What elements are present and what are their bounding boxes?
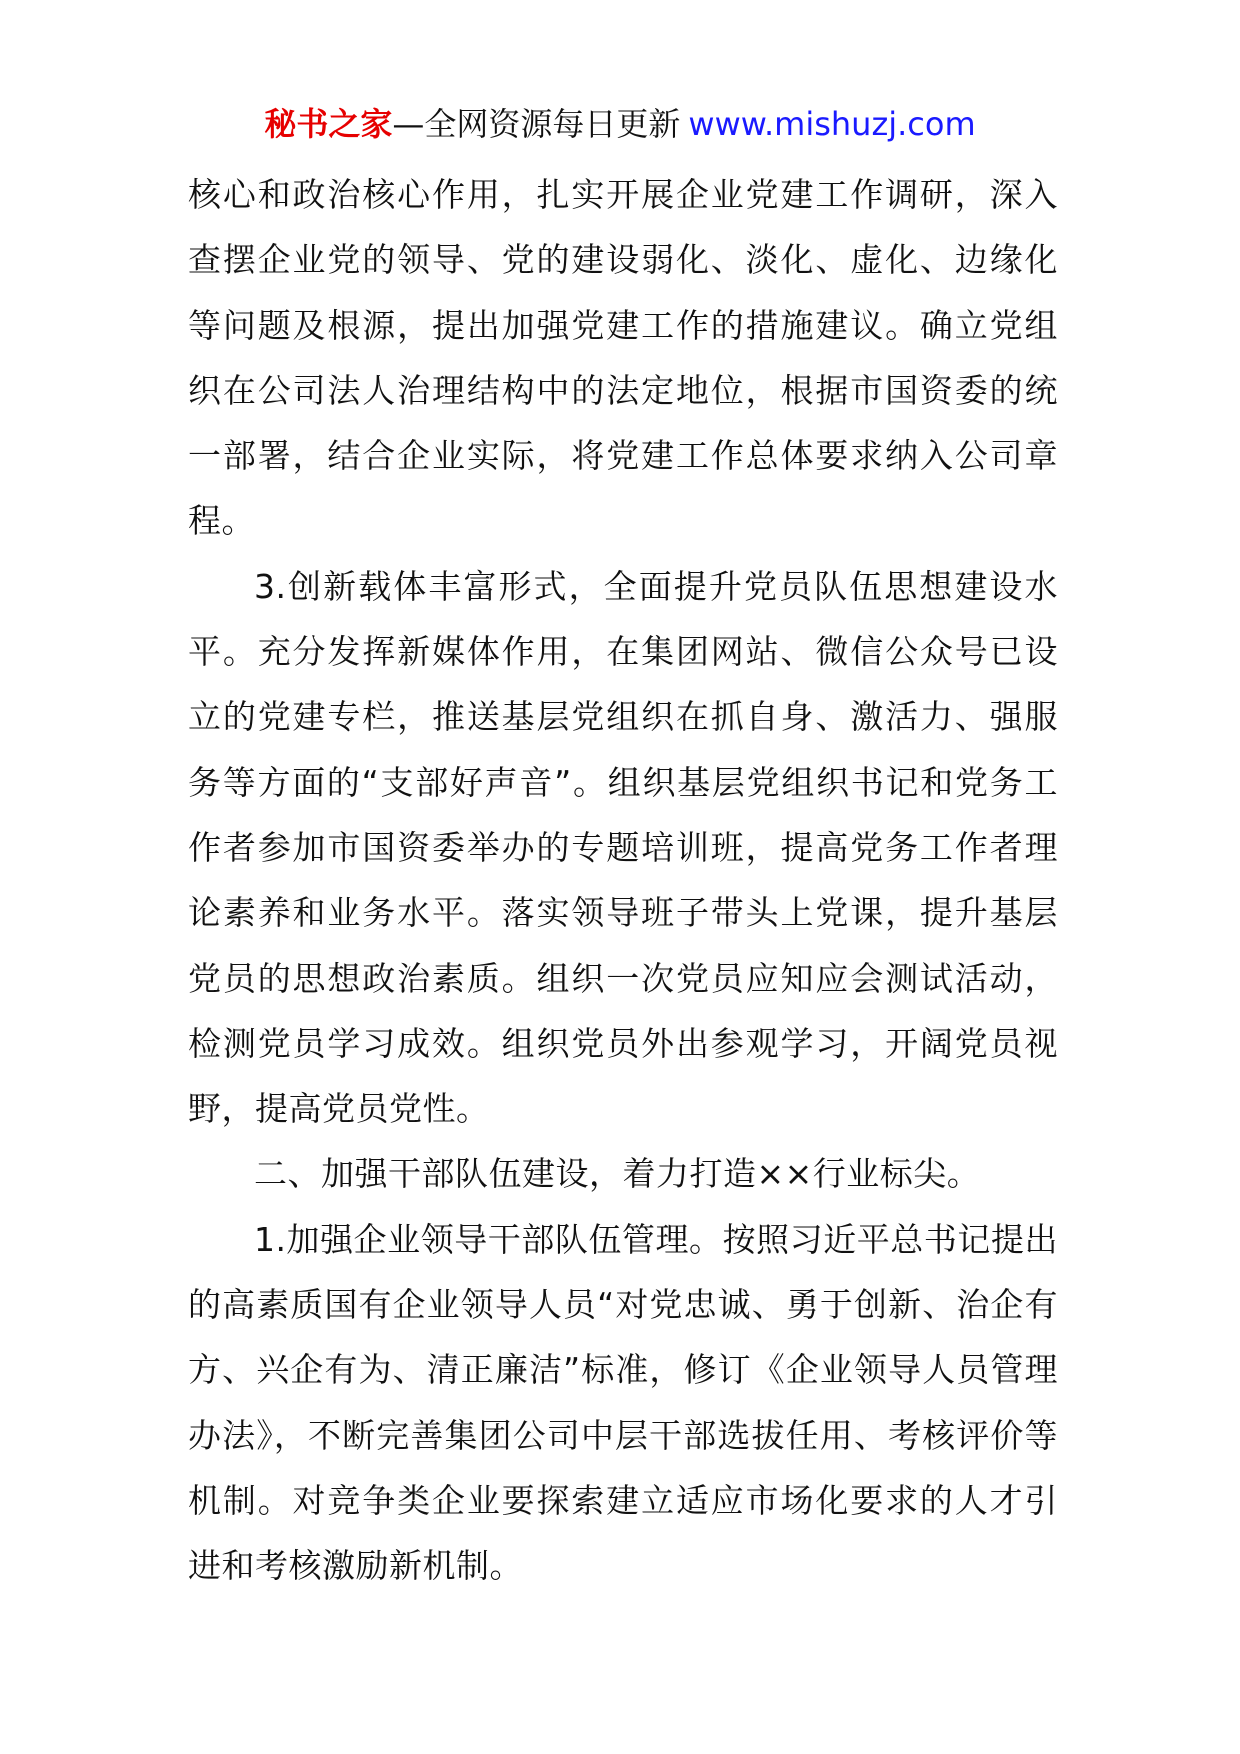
brand-name: 秘书之家 [264, 105, 393, 143]
header-tagline: —全网资源每日更新 [392, 105, 681, 143]
paragraph-item-3: 3.创新载体丰富形式，全面提升党员队伍思想建设水平。充分发挥新媒体作用，在集团网站、微信公众号已设立的党建专栏，推送基层党组织在抓自身、激活力、强服务等方面的“支部好声音”。组织基层党组织书记和党务工作者参加市国资委举办的专题培训班，提高党务工作者理论素养和业务水平。落实领导班子带头上党课，提升基层党员的思想政治素质。组织一次党员应知应会测试活动，检测党员学习成效。组织党员外出参观学习，开阔党员视野，提高党员党性。 [188, 566, 1058, 1129]
page-header [0, 100, 1240, 148]
paragraph-continuation: 核心和政治核心作用，扎实开展企业党建工作调研，深入查摆企业党的领导、党的建设弱化、淡化、虚化、边缘化等问题及根源，提出加强党建工作的措施建议。确立党组织在公司法人治理结构中的法定地位，根据市国资委的统一部署，结合企业实际，将党建工作总体要求纳入公司章程。 [188, 175, 1058, 541]
website-link[interactable]: www.mishuzj.com [688, 105, 976, 143]
paragraph-item-1: 1.加强企业领导干部队伍管理。按照习近平总书记提出的高素质国有企业领导人员“对党忠诚、勇于创新、治企有方、兴企有为、清正廉洁”标准，修订《企业领导人员管理办法》，不断完善集团公司中层干部选拔任用、考核评价等机制。对竞争类企业要探索建立适应市场化要求的人才引进和考核激励新机制。 [188, 1219, 1058, 1586]
document-body [188, 162, 1058, 1599]
section-heading-2: 二、加强干部队伍建设，着力打造××行业标尖。 [254, 1154, 981, 1194]
